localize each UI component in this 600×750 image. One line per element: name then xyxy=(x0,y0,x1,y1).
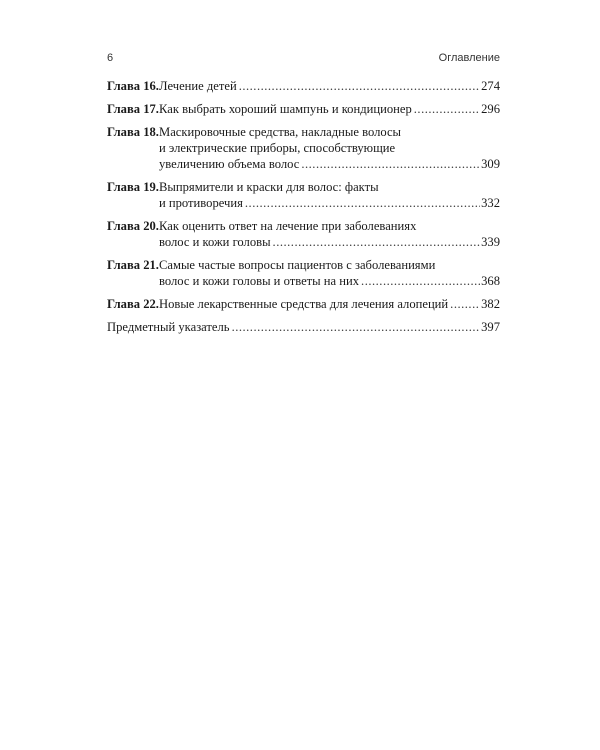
toc-entry-last-line xyxy=(159,101,500,117)
page-header xyxy=(107,52,500,68)
dot-leader xyxy=(361,273,480,289)
toc-entry-title: увеличению объема волос xyxy=(159,157,300,171)
dot-leader xyxy=(245,195,480,211)
toc-entry-line: Выпрямители и краски для волос: факты xyxy=(159,180,379,194)
chapter-label: Глава 19. xyxy=(107,180,159,194)
toc-entry-chapter xyxy=(107,78,500,94)
page-reference: 397 xyxy=(481,320,500,334)
page-number: 6 xyxy=(107,52,114,64)
chapter-label: Глава 18. xyxy=(107,125,159,139)
dot-leader xyxy=(414,101,480,117)
toc-entry-last-line xyxy=(159,156,500,172)
dot-leader xyxy=(301,156,480,172)
toc-entry-title: Как выбрать хороший шампунь и кондиционер xyxy=(159,102,412,116)
chapter-label: Глава 20. xyxy=(107,219,159,233)
page-reference: 332 xyxy=(481,196,500,210)
toc-entry-chapter xyxy=(107,124,500,172)
table-of-contents xyxy=(107,78,500,342)
page-reference: 296 xyxy=(481,102,500,116)
page-reference: 382 xyxy=(481,297,500,311)
dot-leader xyxy=(273,234,481,250)
toc-entry-body xyxy=(159,296,500,312)
toc-entry-title: волос и кожи головы и ответы на них xyxy=(159,274,360,288)
chapter-label: Глава 17. xyxy=(107,102,159,116)
toc-entry-title: Предметный указатель xyxy=(107,320,230,334)
toc-entry-chapter xyxy=(107,218,500,250)
chapter-label: Глава 22. xyxy=(107,297,159,311)
toc-entry-last-line xyxy=(159,78,500,94)
toc-entry-chapter xyxy=(107,101,500,117)
toc-entry-line: Самые частые вопросы пациентов с заболеваниями xyxy=(159,258,436,272)
toc-entry-body xyxy=(159,101,500,117)
page-reference: 339 xyxy=(481,235,500,249)
dot-leader xyxy=(232,319,481,335)
toc-entry-title: волос и кожи головы xyxy=(159,235,271,249)
page-reference: 274 xyxy=(481,79,500,93)
chapter-label: Глава 16. xyxy=(107,79,159,93)
toc-entry-body xyxy=(159,257,500,289)
page-reference: 309 xyxy=(481,157,500,171)
chapter-label: Глава 21. xyxy=(107,258,159,272)
toc-entry-title: Новые лекарственные средства для лечения алопеций xyxy=(159,297,449,311)
toc-entry-chapter xyxy=(107,257,500,289)
toc-entry-index xyxy=(107,319,500,335)
toc-entry-last-line xyxy=(159,234,500,250)
dot-leader xyxy=(239,78,480,94)
toc-entry-chapter xyxy=(107,296,500,312)
dot-leader xyxy=(450,296,480,312)
toc-entry-body xyxy=(159,124,500,172)
toc-entry-last-line xyxy=(159,296,500,312)
running-title: Оглавление xyxy=(438,52,500,64)
toc-entry-last-line xyxy=(107,319,500,335)
toc-entry-body xyxy=(159,218,500,250)
toc-entry-line: Как оценить ответ на лечение при заболеваниях xyxy=(159,219,417,233)
toc-entry-line: и электрические приборы, способствующие xyxy=(159,141,396,155)
toc-entry-title: и противоречия xyxy=(159,196,243,210)
toc-entry-body xyxy=(159,179,500,211)
page-reference: 368 xyxy=(481,274,500,288)
toc-entry-body xyxy=(159,78,500,94)
toc-entry-last-line xyxy=(159,273,500,289)
toc-entry-body xyxy=(107,319,500,335)
toc-entry-line: Маскировочные средства, накладные волосы xyxy=(159,125,402,139)
toc-entry-chapter xyxy=(107,179,500,211)
toc-entry-last-line xyxy=(159,195,500,211)
toc-entry-title: Лечение детей xyxy=(159,79,237,93)
